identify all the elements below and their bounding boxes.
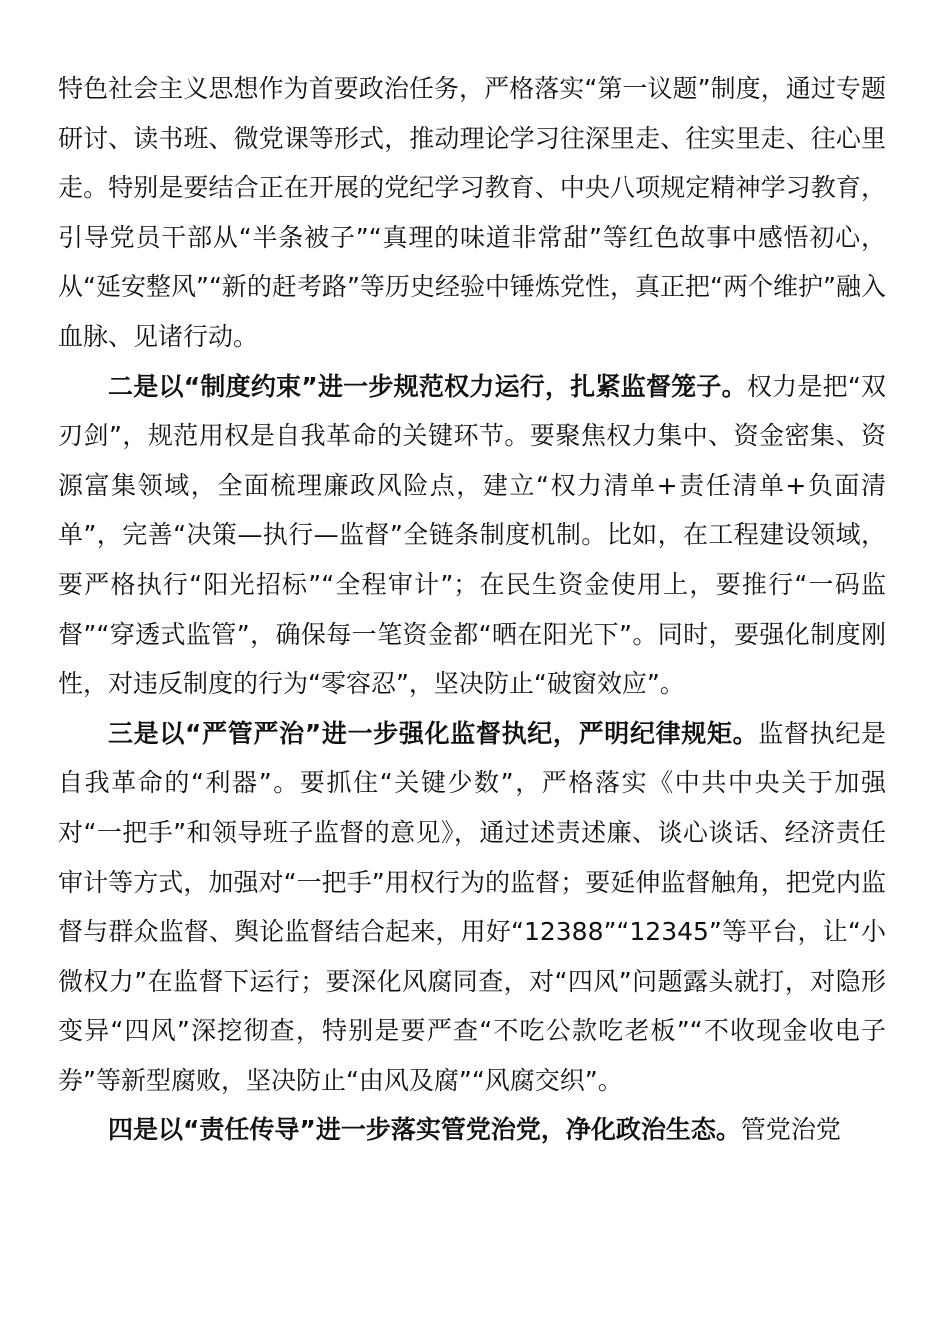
paragraph-text: 权力是把“双刃剑”，规范用权是自我革命的关键环节。要聚焦权力集中、资金密集、资源富集领域，全面梳理廉政风险点，建立“权力清单+责任清单+负面清单”，完善“决策—执行—监督”全链条制度机制。比如，在工程建设领域，要严格执行“阳光招标”“全程审计”；在民生资金使用上，要推行“一码监督”“穿透式监管”，确保每一笔资金都“晒在阳光下”。同时，要强化制度刚性，对违反制度的行为“零容忍”，坚决防止“破窗效应”。 [58, 371, 886, 699]
paragraph-lead-heading: 三是以“严管严治”进一步强化监督执纪，严明纪律规矩。 [108, 718, 759, 748]
paragraph-point-four [58, 1105, 886, 1155]
paragraph-point-two [58, 362, 886, 709]
paragraph-continuation [58, 64, 886, 362]
paragraph-lead-heading: 四是以“责任传导”进一步落实管党治党，净化政治生态。 [108, 1115, 741, 1145]
paragraph-lead-heading: 二是以“制度约束”进一步规范权力运行，扎紧监督笼子。 [108, 371, 747, 401]
paragraph-point-three [58, 709, 886, 1106]
document-body [58, 64, 886, 1155]
paragraph-text: 监督执纪是自我革命的“利器”。要抓住“关键少数”，严格落实《中共中央关于加强对“一把手”和领导班子监督的意见》，通过述责述廉、谈心谈话、经济责任审计等方式，加强对“一把手”用权行为的监督；要延伸监督触角，把党内监督与群众监督、舆论监督结合起来，用好“12388”“12345”等平台，让“小微权力”在监督下运行；要深化风腐同查，对“四风”问题露头就打，对隐形变异“四风”深挖彻查，特别是要严查“不吃公款吃老板”“不收现金收电子券”等新型腐败，坚决防止“由风及腐”“风腐交织”。 [58, 718, 886, 1095]
paragraph-text: 管党治党 [740, 1115, 841, 1145]
paragraph-text: 特色社会主义思想作为首要政治任务，严格落实“第一议题”制度，通过专题研讨、读书班、微党课等形式，推动理论学习往深里走、往实里走、往心里走。特别是要结合正在开展的党纪学习教育、中央八项规定精神学习教育，引导党员干部从“半条被子”“真理的味道非常甜”等红色故事中感悟初心，从“延安整风”“新的赶考路”等历史经验中锤炼党性，真正把“两个维护”融入血脉、见诸行动。 [58, 74, 886, 351]
